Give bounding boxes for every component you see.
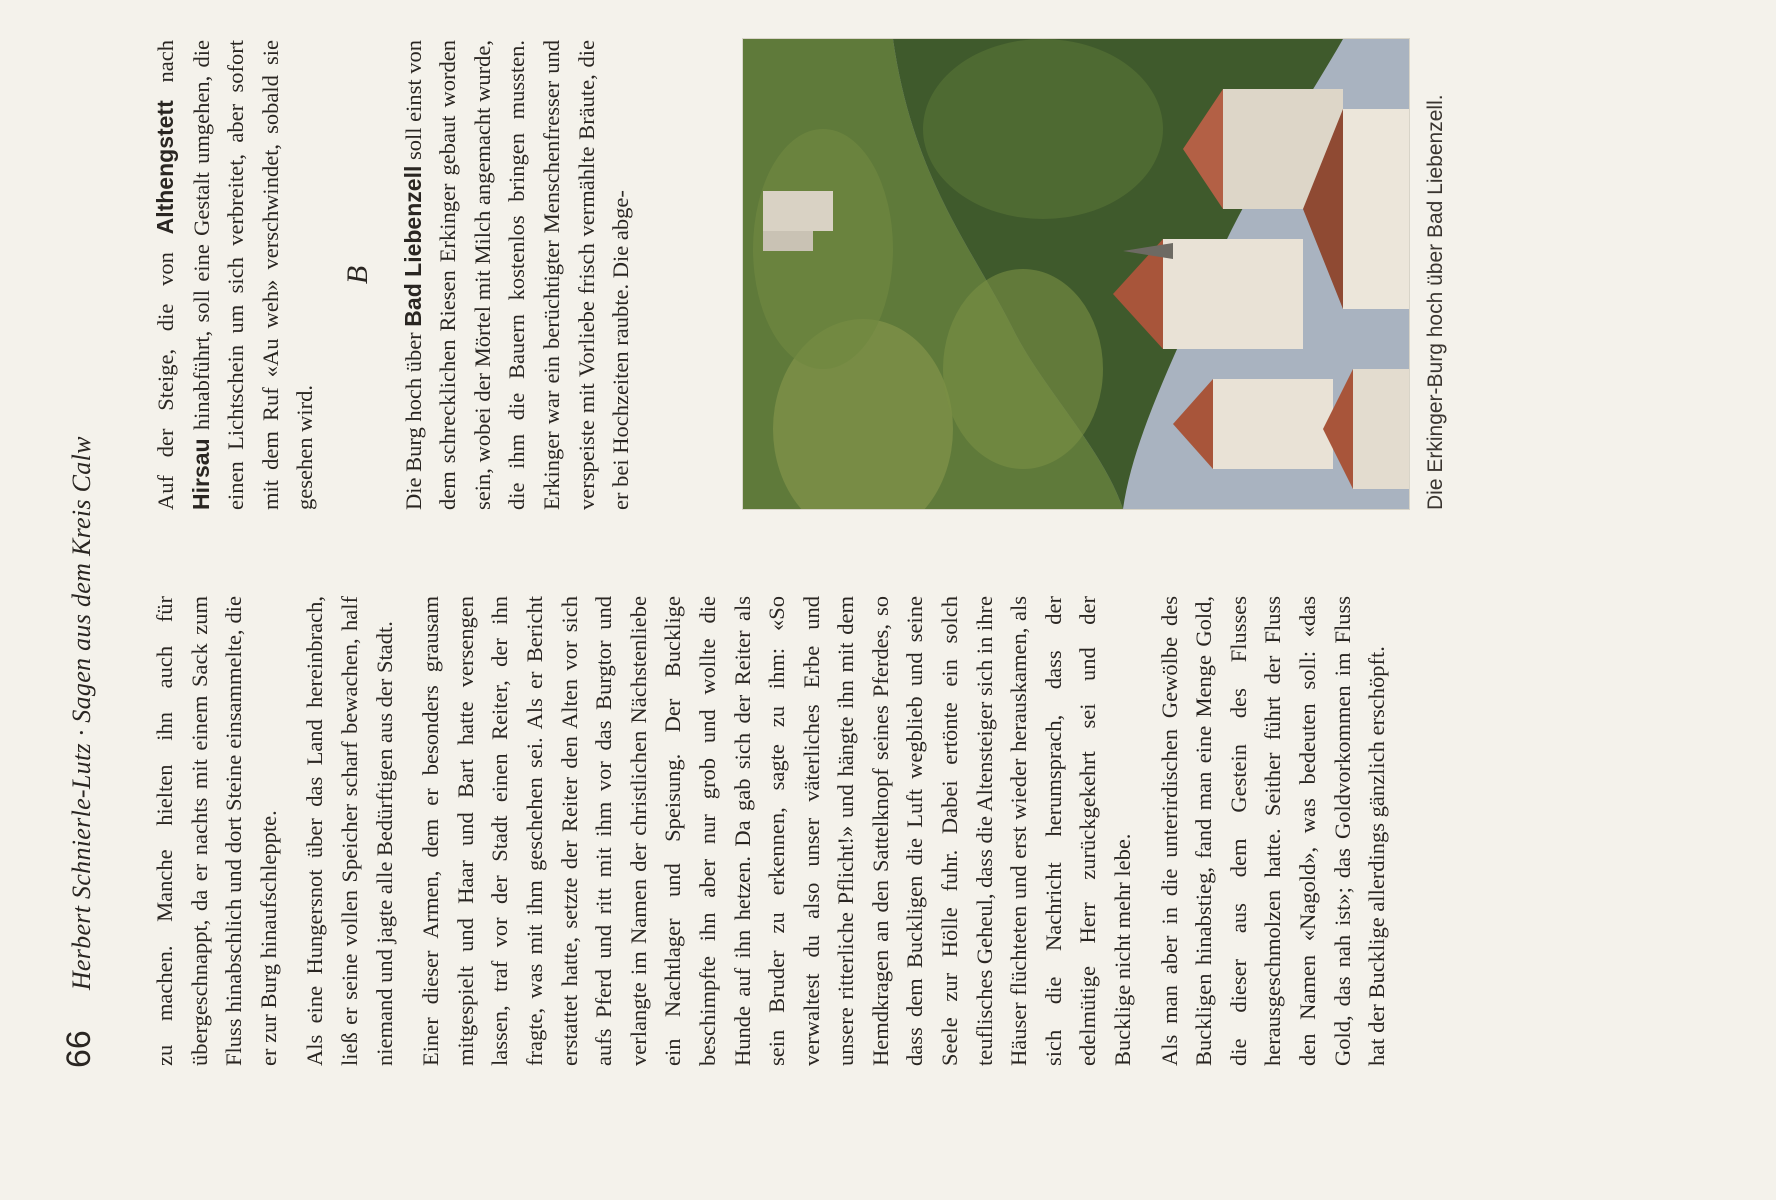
right-column-text (148, 40, 639, 510)
place-name: Althengstett (152, 100, 178, 235)
figure-caption: Die Erkinger-Burg hoch über Bad Liebenzell. (1424, 94, 1447, 510)
castle-tower (763, 191, 833, 231)
running-head: Herbert Schnierle-Lutz · Sagen aus dem Kreis Calw (67, 436, 96, 991)
house (1213, 379, 1333, 469)
house (1353, 369, 1409, 489)
castle-wall (763, 231, 813, 251)
page-header (60, 436, 99, 1068)
paragraph: Einer dieser Armen, dem er besonders grausam mitgespielt und Haar und Bart hatte versengen lassen, traf vor der Stadt einen Reiter, der ihn fragte, was mit ihm geschehen sei. Als er Bericht erstattet hatte, setzte der Reiter den Alten vor sich aufs Pferd und ritt mit ihm vor das Burgtor und verlangte im Namen der christlichen Nächstenliebe ein Nachtlager und Speisung. Der Bucklige beschimpfte ihn aber nur grob und wollte die Hunde auf ihn hetzen. Da gab sich der Reiter als sein Bruder zu erkennen, sagte zu ihm: «So verwaltest du also unser väterliches Erbe und unsere ritterliche Pflicht!» und hängte ihn mit dem Hemdkragen an den Sattelknopf seines Pferdes, so dass dem Buckligen die Luft wegblieb und seine Seele zur Hölle fuhr. Dabei ertönte ein solch teuflisches Geheul, dass die Altensteiger sich in ihre Häuser flüchteten und erst wieder herauskamen, als sich die Nachricht herumsprach, dass der edelmütige Herr zurückgekehrt sei und der Bucklige nicht mehr lebe. (418, 596, 1136, 1066)
paragraph: zu machen. Manche hielten ihn auch für übergeschnappt, da er nachts mit einem Sack zum Fluss hinabschlich und dort Steine einsammelte, die er zur Burg hinaufschleppte. (152, 596, 281, 1066)
tree-canopy (923, 39, 1163, 219)
left-column (148, 596, 1395, 1066)
paragraph: Als man aber in die unterirdischen Gewölbe des Buckligen hinabstieg, fand man eine Menge Gold, die dieser aus dem Gestein des Flusses herausgeschmolzen hatte. Seither führt der Fluss den Namen «Nagold», was bedeuten soll: «das Gold, das nah ist»; das Goldvorkommen im Fluss hat der Bucklige allerdings gänzlich erschöpft. (1156, 596, 1390, 1066)
place-name: Hirsau (187, 438, 214, 510)
tree-canopy (943, 269, 1103, 469)
paragraph-burg: Die Burg hoch über Bad Liebenzell soll einst von dem schrecklichen Riesen Erkinger gebaut worden sein, wobei der Mörtel mit Milch angemacht wurde, die ihm die Bauern kostenlos bringen mussten. Erkinger war ein berüchtigter Menschenfresser und verspeiste mit Vorliebe frisch vermählte Bräute, die er bei Hochzeiten raubte. Die abge- (399, 40, 634, 510)
paragraph: Als eine Hungersnot über das Land hereinbrach, ließ er seine vollen Speicher scharf bewachen, half niemand und jagte alle Bedürftigen aus der Stadt. (302, 596, 397, 1066)
landscape-image (743, 39, 1409, 509)
place-name: Bad Liebenzell (399, 165, 426, 327)
page-number: 66 (60, 1030, 98, 1068)
section-initial: B (340, 265, 374, 285)
erkinger-burg-photo (742, 38, 1410, 510)
paragraph-steige: Auf der Steige, die von Althengstett nach Hirsau hinabführt, soll eine Gestalt umgehen, die einen Lichtschein um sich verbreitet, aber sofort mit dem Ruf «Au weh» verschwindet, sobald sie gesehen wird. (152, 40, 318, 510)
house (1163, 239, 1303, 349)
house (1343, 109, 1409, 309)
